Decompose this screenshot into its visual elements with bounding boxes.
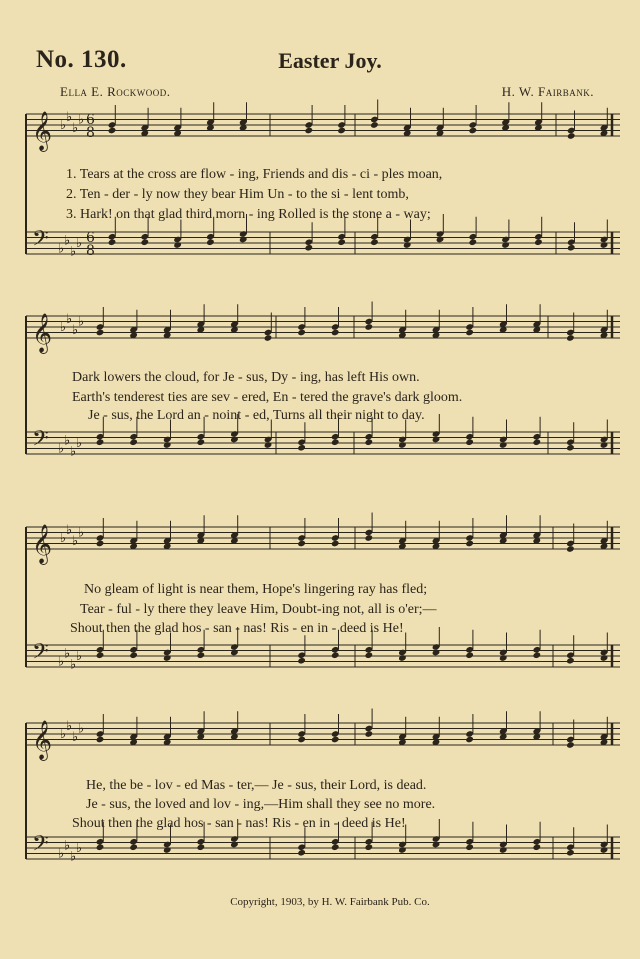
note-head xyxy=(600,846,609,854)
note-head xyxy=(163,654,172,662)
note-head xyxy=(364,843,373,851)
lyric-line: 1. Tears at the cross are flow - ing, Friends and dis - ci - ples moan, xyxy=(66,167,443,182)
note-head xyxy=(532,651,541,659)
note-head xyxy=(196,438,205,446)
note-head xyxy=(398,654,407,662)
note-head xyxy=(96,438,105,446)
note-head xyxy=(206,238,215,246)
note-head xyxy=(370,238,379,246)
note-head xyxy=(297,540,306,548)
flat-sign: ♭ xyxy=(70,849,77,865)
flat-sign: ♭ xyxy=(58,441,65,457)
note-head xyxy=(465,736,474,744)
flat-sign: ♭ xyxy=(64,233,71,249)
note-head xyxy=(403,241,412,249)
note-head xyxy=(297,444,306,452)
composer-credit: H. W. Fairbank. xyxy=(501,84,594,99)
note-head xyxy=(465,329,474,337)
flat-sign: ♭ xyxy=(78,721,85,737)
flat-sign: ♭ xyxy=(58,241,65,257)
note-head xyxy=(108,127,117,135)
flat-sign: ♭ xyxy=(60,531,67,546)
note-head xyxy=(468,127,477,135)
flat-sign: ♭ xyxy=(66,718,73,734)
note-head xyxy=(230,436,239,444)
note-head xyxy=(96,540,105,548)
note-head xyxy=(140,238,149,246)
lyric-line: Je - sus, the Lord an - noint - ed, Turns all their night to day. xyxy=(88,408,425,423)
hymn-title: Easter Joy. xyxy=(278,48,382,73)
flat-sign: ♭ xyxy=(60,118,67,133)
note-head xyxy=(532,438,541,446)
flat-sign: ♭ xyxy=(66,522,73,538)
note-head xyxy=(297,849,306,857)
lyric-line: 2. Ten - der - ly now they bear Him Un - to the si - lent tomb, xyxy=(66,187,409,202)
flat-sign: ♭ xyxy=(78,314,85,330)
flat-sign: ♭ xyxy=(58,846,65,862)
note-head xyxy=(364,323,373,331)
flat-sign: ♭ xyxy=(78,112,85,128)
time-signature: 8 xyxy=(86,125,95,141)
note-head xyxy=(567,244,576,252)
time-signature: 8 xyxy=(86,243,95,259)
hymn-number: No. 130. xyxy=(36,46,127,73)
note-head xyxy=(196,651,205,659)
note-head xyxy=(600,441,609,449)
copyright-notice: Copyright, 1903, by H. W. Fairbank Pub. Co. xyxy=(230,896,430,908)
note-head xyxy=(364,534,373,542)
bass-clef-icon: 𝄢 xyxy=(32,426,49,457)
treble-clef-icon: 𝄞 xyxy=(32,720,53,760)
note-head xyxy=(129,843,138,851)
note-head xyxy=(108,238,117,246)
note-head xyxy=(337,127,346,135)
flat-sign: ♭ xyxy=(76,841,83,856)
note-head xyxy=(173,241,182,249)
lyric-line: Tear - ful - ly there they leave Him, Doubt-ing not, all is o'er;— xyxy=(80,602,437,617)
note-head xyxy=(566,741,575,749)
lyricist-credit: Ella E. Rockwood. xyxy=(60,84,171,99)
note-head xyxy=(96,651,105,659)
note-head xyxy=(432,436,441,444)
flat-sign: ♭ xyxy=(58,654,65,670)
flat-sign: ♭ xyxy=(72,729,79,745)
note-head xyxy=(465,438,474,446)
lyric-line: Shout then the glad hos - san - nas! Ris - en in - deed is He! xyxy=(72,816,406,831)
flat-sign: ♭ xyxy=(72,322,79,338)
note-head xyxy=(129,651,138,659)
lyric-line: Earth's tenderest ties are sev - ered, En - tered the grave's dark gloom. xyxy=(72,390,463,405)
lyric-line: Shout then the glad hos - san - nas! Ris - en in - deed is He! xyxy=(70,621,404,636)
bass-clef-icon: 𝄢 xyxy=(32,831,49,862)
note-head xyxy=(567,132,576,140)
note-head xyxy=(264,441,273,449)
flat-sign: ♭ xyxy=(64,838,71,854)
note-head xyxy=(163,441,172,449)
bass-clef-icon: 𝄢 xyxy=(32,226,49,257)
note-head xyxy=(364,730,373,738)
note-head xyxy=(297,657,306,665)
note-head xyxy=(163,846,172,854)
note-head xyxy=(337,238,346,246)
lyric-line: 3. Hark! on that glad third morn - ing Rolled is the stone a - way; xyxy=(66,207,431,222)
note-head xyxy=(465,651,474,659)
flat-sign: ♭ xyxy=(76,649,83,664)
flat-sign: ♭ xyxy=(70,657,77,673)
note-head xyxy=(398,441,407,449)
lyric-line: Dark lowers the cloud, for Je - sus, Dy - ing, has left His own. xyxy=(72,370,420,385)
note-head xyxy=(499,846,508,854)
time-signature: 6 xyxy=(86,230,95,246)
note-head xyxy=(297,736,306,744)
note-head xyxy=(465,540,474,548)
treble-clef-icon: 𝄞 xyxy=(32,111,53,151)
note-head xyxy=(96,736,105,744)
flat-sign: ♭ xyxy=(76,236,83,251)
note-head xyxy=(364,651,373,659)
note-head xyxy=(499,654,508,662)
flat-sign: ♭ xyxy=(60,320,67,335)
note-head xyxy=(331,329,340,337)
note-head xyxy=(566,334,575,342)
flat-sign: ♭ xyxy=(64,433,71,449)
note-head xyxy=(304,244,313,252)
note-head xyxy=(331,843,340,851)
treble-clef-icon: 𝄞 xyxy=(32,524,53,564)
note-head xyxy=(501,241,510,249)
flat-sign: ♭ xyxy=(76,436,83,451)
note-head xyxy=(370,121,379,129)
note-head xyxy=(230,841,239,849)
flat-sign: ♭ xyxy=(66,109,73,125)
note-head xyxy=(436,236,445,244)
note-head xyxy=(264,334,273,342)
treble-clef-icon: 𝄞 xyxy=(32,313,53,353)
note-head xyxy=(196,843,205,851)
flat-sign: ♭ xyxy=(78,525,85,541)
note-head xyxy=(364,438,373,446)
note-head xyxy=(331,736,340,744)
time-signature: 6 xyxy=(86,112,95,128)
note-head xyxy=(230,649,239,657)
note-head xyxy=(239,236,248,244)
flat-sign: ♭ xyxy=(66,311,73,327)
note-head xyxy=(432,649,441,657)
note-head xyxy=(532,843,541,851)
lyric-line: Je - sus, the loved and lov - ing,—Him shall they see no more. xyxy=(86,797,436,812)
flat-sign: ♭ xyxy=(72,533,79,549)
note-head xyxy=(465,843,474,851)
note-head xyxy=(331,438,340,446)
note-head xyxy=(600,654,609,662)
note-head xyxy=(468,238,477,246)
flat-sign: ♭ xyxy=(72,120,79,136)
note-head xyxy=(566,657,575,665)
note-head xyxy=(600,241,609,249)
note-head xyxy=(398,846,407,854)
lyric-line: No gleam of light is near them, Hope's lingering ray has fled; xyxy=(84,582,428,597)
note-head xyxy=(297,329,306,337)
flat-sign: ♭ xyxy=(70,444,77,460)
flat-sign: ♭ xyxy=(60,727,67,742)
flat-sign: ♭ xyxy=(70,244,77,260)
note-head xyxy=(304,127,313,135)
note-head xyxy=(566,545,575,553)
flat-sign: ♭ xyxy=(64,646,71,662)
note-head xyxy=(432,841,441,849)
lyric-line: He, the be - lov - ed Mas - ter,— Je - sus, their Lord, is dead. xyxy=(86,778,427,793)
bass-clef-icon: 𝄢 xyxy=(32,639,49,670)
note-head xyxy=(331,651,340,659)
note-head xyxy=(331,540,340,548)
note-head xyxy=(566,444,575,452)
note-head xyxy=(129,438,138,446)
note-head xyxy=(499,441,508,449)
note-head xyxy=(96,843,105,851)
note-head xyxy=(566,849,575,857)
note-head xyxy=(96,329,105,337)
note-head xyxy=(534,238,543,246)
